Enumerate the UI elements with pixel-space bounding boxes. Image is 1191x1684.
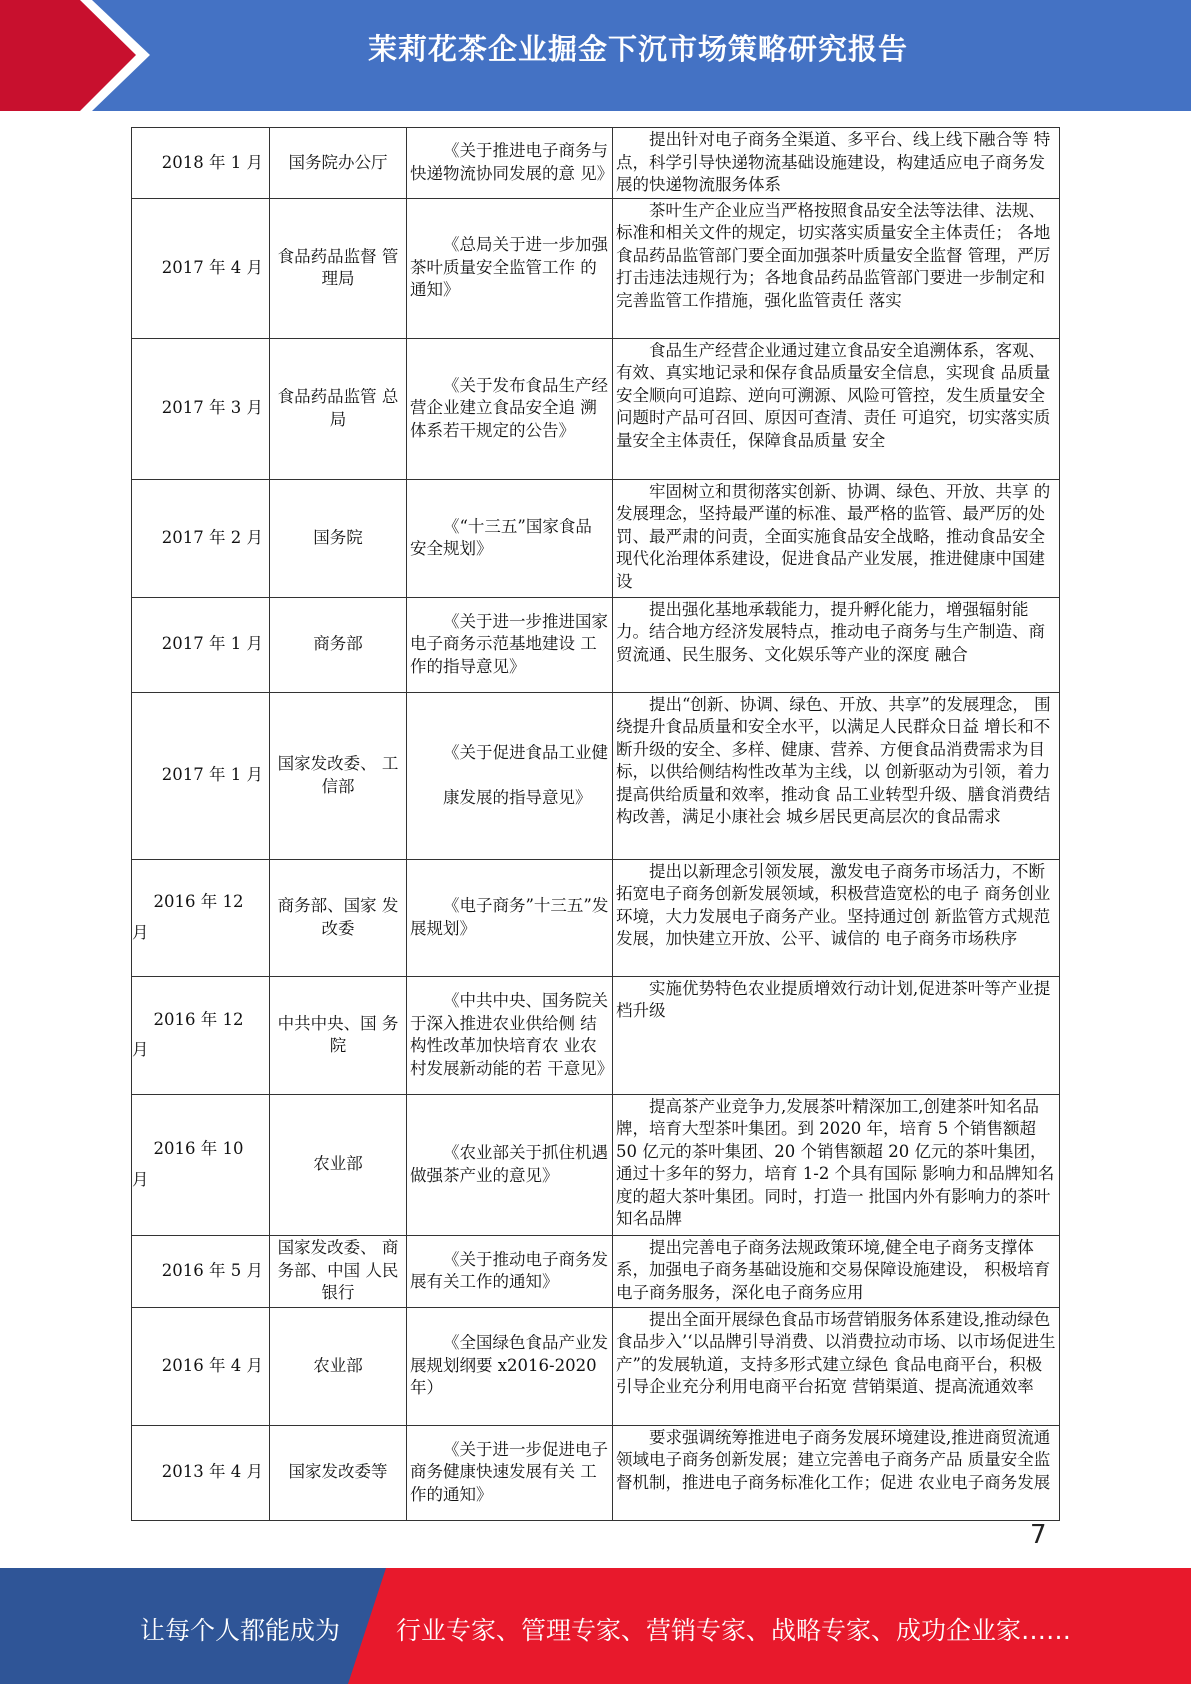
doc-line-2: 康发展的指导意见》 bbox=[443, 787, 592, 807]
page-number: 7 bbox=[1030, 1520, 1047, 1550]
content-cell: 茶叶生产企业应当严格按照食品安全法等法律、法规、 标准和相关文件的规定，切实落实质量安全主体责任； 各地食品药品监管部门要全面加强茶叶质量安全监督 管理，严厉打击违法违规行为；各地食品药品监管部门要进一步制定和完善监管工作措施，强化监管责任 落实 bbox=[613, 198, 1060, 338]
date-cell: 2016 年 4 月 bbox=[132, 1307, 270, 1425]
dept-cell: 农业部 bbox=[270, 1094, 407, 1235]
doc-cell: 《全国绿色食品产业发 展规划纲要 x2016-2020 年） bbox=[407, 1307, 613, 1425]
date-cell: 2017 年 3 月 bbox=[132, 338, 270, 479]
doc-cell: 《农业部关于抓住机遇 做强茶产业的意见》 bbox=[407, 1094, 613, 1235]
date-cell: 2013 年 4 月 bbox=[132, 1425, 270, 1520]
content-cell: 提出针对电子商务全渠道、多平台、线上线下融合等 特点，科学引导快递物流基础设施建设，构建适应电子商务发展的快递物流服务体系 bbox=[613, 128, 1060, 199]
dept-cell: 国务院办公厅 bbox=[270, 128, 407, 199]
report-title: 茉莉花茶企业掘金下沉市场策略研究报告 bbox=[367, 32, 908, 66]
table-row bbox=[132, 1235, 1060, 1307]
doc-cell: 《中共中央、国务院关 于深入推进农业供给侧 结构性改革加快培育农 业农村发展新动能的若 干意见》 bbox=[407, 976, 613, 1094]
dept-cell: 国家发改委、 工信部 bbox=[270, 692, 407, 859]
table-row bbox=[132, 128, 1060, 199]
date-line-1: 2016 年 12 bbox=[153, 892, 244, 911]
date-line-2: 月 bbox=[132, 1169, 149, 1189]
date-cell bbox=[132, 1094, 270, 1235]
table-row bbox=[132, 692, 1060, 859]
table-row bbox=[132, 976, 1060, 1094]
policy-table bbox=[131, 127, 1060, 1521]
doc-cell: 《关于进一步推进国家 电子商务示范基地建设 工作的指导意见》 bbox=[407, 597, 613, 692]
dept-cell: 商务部、国家 发改委 bbox=[270, 859, 407, 976]
footer-slogan-left: 让每个人都能成为 bbox=[140, 1616, 341, 1645]
date-cell: 2016 年 5 月 bbox=[132, 1235, 270, 1307]
table-row bbox=[132, 479, 1060, 597]
date-line-1: 2016 年 10 bbox=[153, 1139, 244, 1158]
doc-cell: 《总局关于进一步加强 茶叶质量安全监管工作 的通知》 bbox=[407, 198, 613, 338]
dept-cell: 农业部 bbox=[270, 1307, 407, 1425]
date-line-2: 月 bbox=[132, 922, 149, 942]
content-cell: 实施优势特色农业提质增效行动计划,促进茶叶等产业提档升级 bbox=[613, 976, 1060, 1094]
date-line-2: 月 bbox=[132, 1040, 149, 1059]
dept-cell: 中共中央、国 务院 bbox=[270, 976, 407, 1094]
doc-cell bbox=[407, 692, 613, 859]
content-cell: 要求强调统筹推进电子商务发展环境建设,推进商贸流通领域电子商务创新发展；建立完善电子商务产品 质量安全监督机制，推进电子商务标准化工作；促进 农业电子商务发展 bbox=[613, 1425, 1060, 1520]
doc-cell: 《电子商务”十三五”发展规划》 bbox=[407, 859, 613, 976]
date-cell: 2017 年 1 月 bbox=[132, 597, 270, 692]
table-row bbox=[132, 1307, 1060, 1425]
table-row bbox=[132, 338, 1060, 479]
content-cell: 提出以新理念引领发展，激发电子商务市场活力，不断拓宽电子商务创新发展领域，积极营造宽松的电子 商务创业环境，大力发展电子商务产业。坚持通过创 新监管方式规范发展，加快建立开放、公平、诚信的 电子商务市场秩序 bbox=[613, 859, 1060, 976]
doc-cell: 《关于发布食品生产经 营企业建立食品安全追 溯体系若干规定的公告》 bbox=[407, 338, 613, 479]
date-line-1: 2016 年 12 bbox=[153, 1009, 244, 1029]
date-cell bbox=[132, 859, 270, 976]
doc-cell: 《“十三五”国家食品 安全规划》 bbox=[407, 479, 613, 597]
date-cell bbox=[132, 976, 270, 1094]
table-row bbox=[132, 1425, 1060, 1520]
page-footer bbox=[0, 1568, 1191, 1684]
dept-cell: 国家发改委等 bbox=[270, 1425, 407, 1520]
content-cell: 提出“创新、协调、绿色、开放、共享”的发展理念， 围绕提升食品质量和安全水平，以满足人民群众日益 增长和不断升级的安全、多样、健康、营养、方便食品消费需求为目标，以供给侧结构性改革为主线，以 创新驱动为引领，着力提高供给质量和效率，推动食 品工业转型升级、膳食消费结构改善，满足小康社会 城乡居民更高层次的食品需求 bbox=[613, 692, 1060, 859]
date-cell: 2017 年 2 月 bbox=[132, 479, 270, 597]
page-header bbox=[0, 0, 1191, 111]
content-cell: 提出完善电子商务法规政策环境,健全电子商务支撑体系，加强电子商务基础设施和交易保障设施建设， 积极培育电子商务服务，深化电子商务应用 bbox=[613, 1235, 1060, 1307]
dept-cell: 国务院 bbox=[270, 479, 407, 597]
dept-cell: 食品药品监督 管理局 bbox=[270, 198, 407, 338]
footer-slogan-right: 行业专家、管理专家、营销专家、战略专家、成功企业家…… bbox=[396, 1616, 1072, 1645]
doc-cell: 《关于推动电子商务发 展有关工作的通知》 bbox=[407, 1235, 613, 1307]
table-row bbox=[132, 198, 1060, 338]
table-row bbox=[132, 1094, 1060, 1235]
content-cell: 提高茶产业竞争力,发展茶叶精深加工,创建茶叶知名品牌，培育大型茶叶集团。到 2020 年，培育 5 个销售额超 50 亿元的茶叶集团、20 个销售额超 20 亿元的茶叶集团，通过十多年的努力，培育 1-2 个具有国际 影响力和品牌知名度的超大茶叶集团。同时，打造一 批国内外有影响力的茶叶知名品牌 bbox=[613, 1094, 1060, 1235]
date-cell: 2017 年 1 月 bbox=[132, 692, 270, 859]
doc-line-1: 《关于促进食品工业健 bbox=[443, 743, 608, 762]
dept-cell: 食品药品监管 总局 bbox=[270, 338, 407, 479]
dept-cell: 商务部 bbox=[270, 597, 407, 692]
doc-cell: 《关于推进电子商务与 快递物流协同发展的意 见》 bbox=[407, 128, 613, 199]
content-cell: 提出全面开展绿色食品市场营销服务体系建设,推动绿色食品步入’‘以品牌引导消费、以消费拉动市场、以市场促进生产”的发展轨道，支持多形式建立绿色 食品电商平台，积极引导企业充分利用电商平台拓宽 营销渠道、提高流通效率 bbox=[613, 1307, 1060, 1425]
dept-cell: 国家发改委、 商务部、中国 人民银行 bbox=[270, 1235, 407, 1307]
content-cell: 提出强化基地承载能力，提升孵化能力，增强辐射能 力。结合地方经济发展特点，推动电子商务与生产制造、商贸流通、民生服务、文化娱乐等产业的深度 融合 bbox=[613, 597, 1060, 692]
date-cell: 2018 年 1 月 bbox=[132, 128, 270, 199]
content-cell: 食品生产经营企业通过建立食品安全追溯体系，客观、 有效、真实地记录和保存食品质量安全信息，实现食 品质量安全顺向可追踪、逆向可溯源、风险可管控，发生质量安全问题时产品可召回、原因可查清、责任 可追究，切实落实质量安全主体责任，保障食品质量 安全 bbox=[613, 338, 1060, 479]
content-cell: 牢固树立和贯彻落实创新、协调、绿色、开放、共享 的发展理念，坚持最严谨的标准、最严格的监管、最严厉的处罚、最严肃的问责，全面实施食品安全战略，推动食品安全现代化治理体系建设，促进食品产业发展，推进健康中国建设 bbox=[613, 479, 1060, 597]
table-row bbox=[132, 859, 1060, 976]
date-cell: 2017 年 4 月 bbox=[132, 198, 270, 338]
doc-cell: 《关于进一步促进电子 商务健康快速发展有关 工作的通知》 bbox=[407, 1425, 613, 1520]
table-row bbox=[132, 597, 1060, 692]
